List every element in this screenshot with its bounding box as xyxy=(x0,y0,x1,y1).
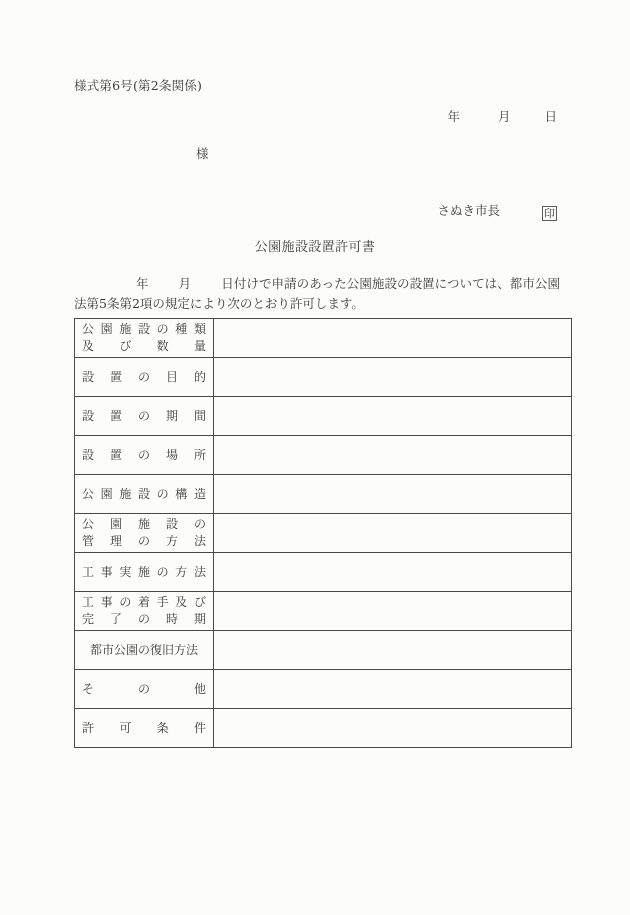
row-label-text xyxy=(82,486,206,503)
row-label-line: 管 理 の 方 法 xyxy=(82,534,206,548)
page-title: 公園施設設置許可書 xyxy=(254,240,376,255)
table-row xyxy=(75,592,572,631)
row-value-cell[interactable] xyxy=(214,358,572,397)
row-label-line: そ の 他 xyxy=(82,681,206,696)
row-label-cell xyxy=(75,475,214,514)
table-row xyxy=(75,319,572,358)
body-month-label: 月 xyxy=(178,276,192,291)
row-value-cell[interactable] xyxy=(214,592,572,631)
row-value-cell[interactable] xyxy=(214,436,572,475)
row-label-cell xyxy=(75,358,214,397)
row-label-cell xyxy=(75,514,214,553)
row-value-cell[interactable] xyxy=(214,670,572,709)
row-label-cell xyxy=(75,670,214,709)
permit-details-table xyxy=(74,318,572,748)
row-label-line: 工 事 の 着 手 及 び xyxy=(82,595,206,609)
row-label-text xyxy=(82,369,206,386)
table-row xyxy=(75,436,572,475)
row-label-line: 許 可 条 件 xyxy=(82,720,206,735)
row-label-text xyxy=(82,681,206,698)
row-label-line: 設 置 の 期 間 xyxy=(82,408,206,423)
row-value-cell[interactable] xyxy=(214,319,572,358)
table-row xyxy=(75,514,572,553)
issuer-signature-line xyxy=(0,201,557,221)
row-label-text xyxy=(82,642,206,659)
body-text-line2: 5条第2項の規定により次のとおり許可します。 xyxy=(99,296,364,311)
row-label-line: 公 園 施 設 の 種 類 xyxy=(82,322,206,336)
table-row xyxy=(75,709,572,748)
table-row xyxy=(75,631,572,670)
row-label-line: 設 置 の 目 的 xyxy=(82,369,206,384)
row-label-cell xyxy=(75,592,214,631)
row-value-cell[interactable] xyxy=(214,397,572,436)
row-label-cell xyxy=(75,709,214,748)
date-day-label: 日 xyxy=(544,109,557,124)
row-value-cell[interactable] xyxy=(214,475,572,514)
row-label-cell xyxy=(75,553,214,592)
row-value-cell[interactable] xyxy=(214,514,572,553)
table-row xyxy=(75,397,572,436)
table-row xyxy=(75,553,572,592)
date-month-label: 月 xyxy=(498,109,511,124)
row-label-cell xyxy=(75,436,214,475)
table-body xyxy=(75,319,572,748)
form-number: 様式第6号(第2条関係) xyxy=(74,78,203,93)
row-label-line: 及 び 数 量 xyxy=(82,339,206,353)
addressee-honorific: 様 xyxy=(196,146,209,161)
date-year-label: 年 xyxy=(447,109,461,124)
row-label-line: 公 園 施 設 の 構 造 xyxy=(82,486,206,501)
row-label-line: 完 了 の 時 期 xyxy=(82,612,206,626)
row-label-text xyxy=(82,564,206,581)
row-label-line: 公 園 施 設 の xyxy=(82,517,206,531)
body-year-label: 年 xyxy=(136,276,149,291)
row-label-line: 工 事 実 施 の 方 法 xyxy=(82,564,206,579)
table-row xyxy=(75,670,572,709)
row-label-text xyxy=(82,720,206,737)
row-value-cell[interactable] xyxy=(214,631,572,670)
body-text-line1: 日付けで申請のあった公園施設の設置については、都市公園法第 xyxy=(74,276,560,311)
seal-stamp-box: 印 xyxy=(544,207,555,220)
body-paragraph xyxy=(74,274,560,314)
table-row xyxy=(75,358,572,397)
row-label-text xyxy=(82,321,206,355)
row-label-text xyxy=(82,447,206,464)
row-label-line: 都市公園の復旧方法 xyxy=(89,642,198,657)
row-label-cell xyxy=(75,631,214,670)
row-label-cell xyxy=(75,319,214,358)
row-label-text xyxy=(82,408,206,425)
row-label-text xyxy=(82,516,206,550)
row-label-cell xyxy=(75,397,214,436)
row-label-line: 設 置 の 場 所 xyxy=(82,447,206,462)
row-value-cell[interactable] xyxy=(214,709,572,748)
issue-date-line xyxy=(0,107,557,125)
issuer-name: さぬき市長 xyxy=(437,203,500,218)
table-row xyxy=(75,475,572,514)
row-value-cell[interactable] xyxy=(214,553,572,592)
row-label-text xyxy=(82,594,206,628)
